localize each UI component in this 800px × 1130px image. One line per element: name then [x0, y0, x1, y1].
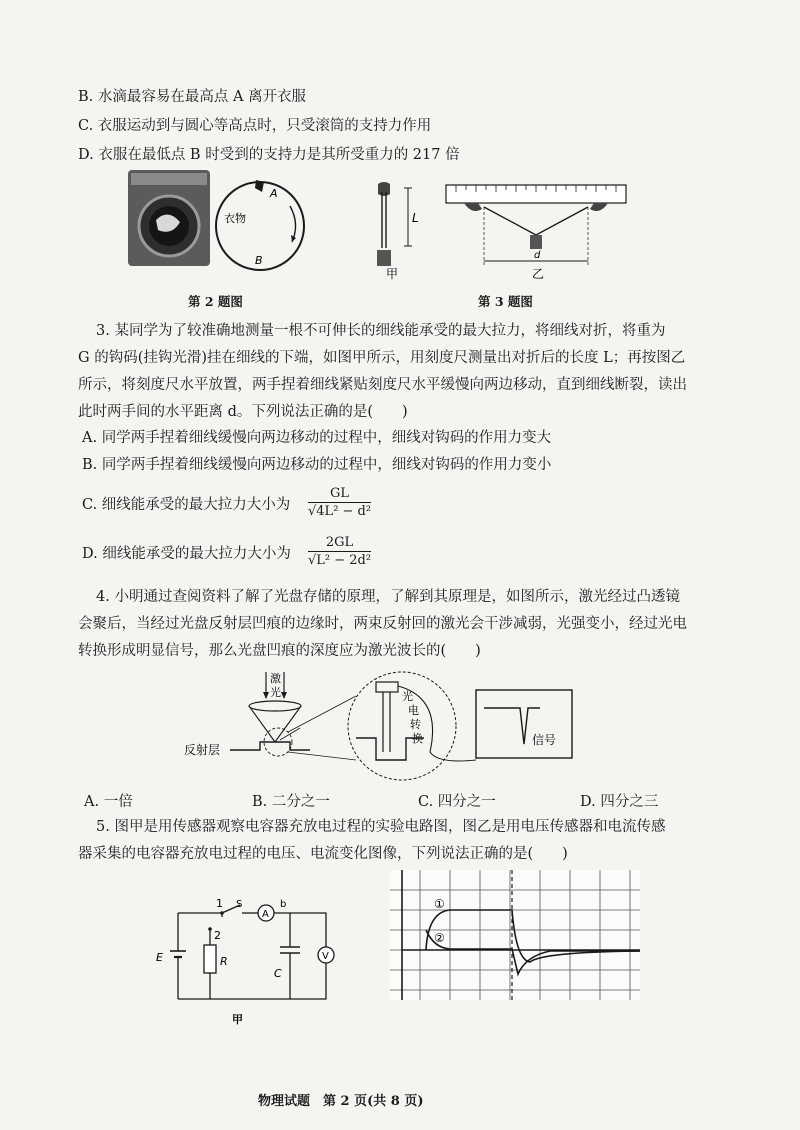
label-length-l: L	[412, 211, 419, 225]
q2-option-c: C. 衣服运动到与圆心等高点时，只受滚筒的支持力作用	[78, 118, 432, 134]
emf-label: E	[156, 951, 163, 964]
q5-stem-line-1: 5. 图甲是用传感器观察电容器充放电过程的实验电路图，图乙是用电压传感器和电流传感	[96, 819, 666, 835]
q3-option-c-fraction	[308, 486, 371, 519]
q3-stem-line-3: 所示，将刻度尺水平放置，两手捏着细线紧贴刻度尺水平缓慢向两边移动，直到细线断裂，读出	[78, 377, 687, 393]
q4-stem-line-3: 转换形成明显信号，那么光盘凹痕的深度应为激光波长的( )	[78, 643, 481, 659]
switch-pos-1: 1	[216, 897, 223, 910]
label-clothes: 衣物	[224, 212, 246, 225]
q4-option-d: D. 四分之三	[580, 794, 659, 810]
q3-option-a: A. 同学两手捏着细线缓慢向两边移动的过程中，细线对钩码的作用力变大	[82, 430, 552, 446]
label-point-b: B	[255, 254, 263, 267]
washing-machine-photo	[128, 170, 210, 266]
svg-text:光: 光	[270, 686, 281, 699]
q3-stem-line-4: 此时两手间的水平距离 d。下列说法正确的是( )	[78, 404, 408, 420]
capacitor-circuit-diagram	[150, 895, 360, 1025]
q4-option-b: B. 二分之一	[252, 794, 330, 810]
fig-yi-ruler	[446, 185, 626, 280]
q3-option-b: B. 同学两手捏着细线缓慢向两边移动的过程中，细线对钩码的作用力变小	[82, 457, 552, 473]
label-distance-d: d	[534, 250, 541, 261]
label-signal: 信号	[532, 733, 557, 747]
svg-text:换: 换	[412, 732, 423, 745]
label-point-a: A	[270, 187, 278, 200]
q2-option-d: D. 衣服在最低点 B 时受到的支持力是其所受重力的 217 倍	[78, 147, 460, 163]
q3-option-c-numerator: GL	[308, 486, 371, 503]
caption-q3: 第 3 题图	[478, 294, 533, 309]
label-convert: 光	[402, 690, 413, 703]
q2-option-b: B. 水滴最容易在最高点 A 离开衣服	[78, 89, 307, 105]
q3-option-d-denominator: √L² − 2d²	[308, 553, 372, 568]
q3-option-c-denominator: √4L² − d²	[308, 504, 372, 519]
fig-jia-folded-thread	[368, 178, 438, 281]
q3-option-d-fraction	[308, 535, 371, 568]
svg-text:电: 电	[408, 704, 419, 717]
curve-1-label: ①	[434, 897, 445, 911]
q4-stem-line-2: 会聚后，当经过光盘反射层凹痕的边缘时，两束反射回的激光会干涉减弱，光强变小，经过光电	[78, 616, 687, 632]
q5-stem-line-2: 器采集的电容器充放电过程的电压、电流变化图像，下列说法正确的是( )	[78, 846, 568, 862]
q4-stem-line-1: 4. 小明通过查阅资料了解了光盘存储的原理，了解到其原理是，如图所示，激光经过凸透镜	[96, 589, 680, 605]
q3-stem-line-1: 3. 某同学为了较准确地测量一根不可伸长的细线能承受的最大拉力，将细线对折，将重为	[96, 323, 666, 339]
label-reflect-layer: 反射层	[184, 743, 221, 757]
curve-2-label: ②	[434, 931, 445, 945]
node-b-label: b	[280, 899, 287, 910]
label-laser: 激	[270, 672, 281, 685]
q3-stem-line-2: G 的钩码(挂钩光滑)挂在细线的下端，如图甲所示，用刻度尺测量出对折后的长度 L；再按图乙	[78, 350, 686, 366]
label-jia: 甲	[386, 267, 399, 281]
caption-q2: 第 2 题图	[188, 294, 243, 309]
q4-option-c: C. 四分之一	[418, 794, 496, 810]
page-footer: 物理试题 第 2 页(共 8 页)	[258, 1094, 424, 1109]
label-jia-circuit: 甲	[232, 1013, 243, 1026]
switch-label: S	[236, 899, 243, 910]
q3-option-d: D. 细线能承受的最大拉力大小为	[82, 546, 291, 562]
q3-option-d-numerator: 2GL	[308, 535, 371, 552]
optical-disc-diagram	[180, 668, 580, 784]
svg-text:转: 转	[410, 718, 421, 731]
label-yi: 乙	[532, 267, 545, 281]
q4-option-a: A. 一倍	[84, 794, 133, 810]
capacitor-label: C	[274, 967, 282, 980]
voltmeter-label: V	[322, 951, 329, 962]
switch-pos-2: 2	[214, 929, 221, 942]
resistor-label: R	[220, 955, 228, 968]
q3-option-c: C. 细线能承受的最大拉力大小为	[82, 497, 291, 513]
drum-circle-diagram	[212, 178, 308, 274]
voltage-current-graph	[390, 870, 640, 1000]
ammeter-label: A	[262, 909, 269, 920]
